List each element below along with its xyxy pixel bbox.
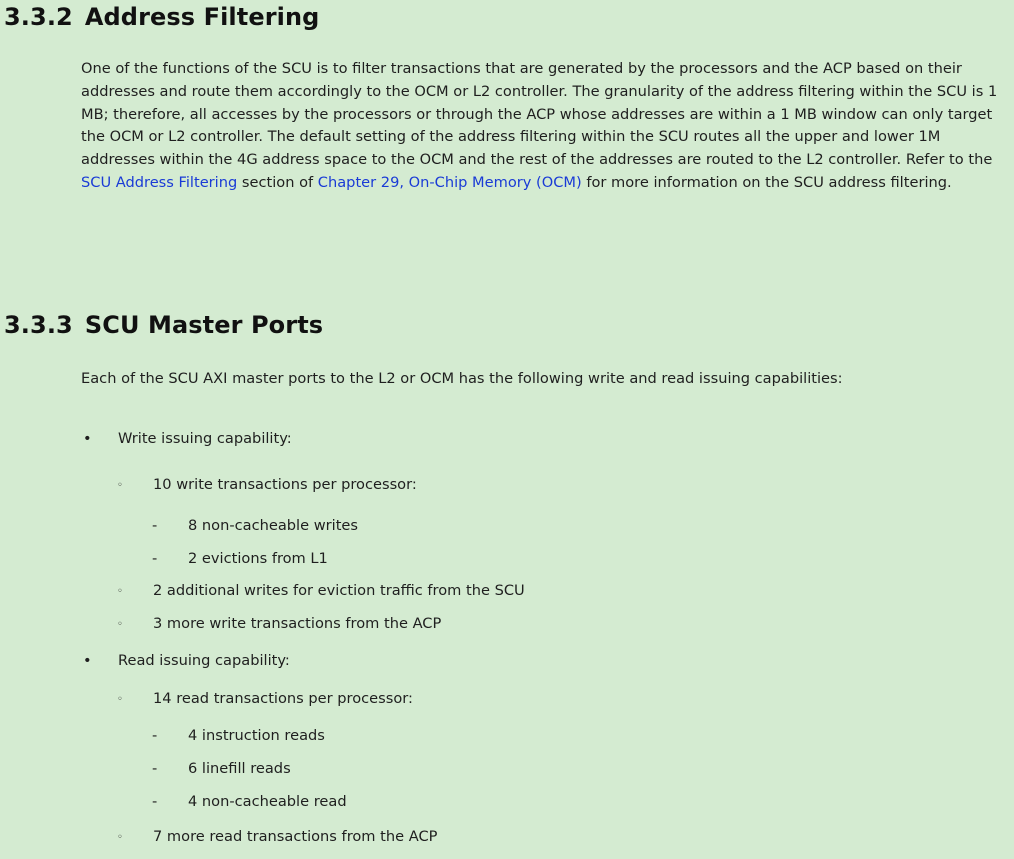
section-title: SCU Master Ports [84,311,324,339]
write-evictions: 2 evictions from L1 [188,550,328,567]
section-title: Address Filtering [84,3,320,31]
paragraph-text-2: section of [237,173,318,191]
bullet-marker: ◦ [117,586,123,597]
link-chapter-29-ocm[interactable]: Chapter 29, On-Chip Memory (OCM) [317,173,582,191]
read-instruction: 4 instruction reads [188,727,325,744]
bullet-marker: - [152,793,158,810]
bullet-marker: - [152,760,158,777]
section-number: 3.3.2 [4,3,73,31]
bullet-marker: ◦ [117,480,123,491]
write-non-cacheable: 8 non-cacheable writes [188,517,359,534]
bullet-marker: • [83,652,92,669]
bullet-marker: • [83,430,92,447]
read-per-processor: 14 read transactions per processor: [153,690,413,707]
read-issuing-label: Read issuing capability: [118,652,290,669]
paragraph-text-3: for more information on the SCU address filtering. [581,173,952,191]
section-number: 3.3.3 [4,311,73,339]
address-filtering-paragraph [81,58,1009,195]
bullet-marker: - [152,550,158,567]
paragraph-text-1: One of the functions of the SCU is to filter transactions that are generated by the processors and the ACP based on their addresses and route them accordingly to the OCM or L2 controller. The granularity of the address filtering within the SCU is 1 MB; therefore, all accesses by the processors or through the ACP whose addresses are within a 1 MB window can only target the OCM or L2 controller. The default setting of the address filtering within the SCU routes all the upper and lower 1M addresses within the 4G address space to the OCM and the rest of the addresses are routed to the L2 controller. Refer to the [81,60,998,169]
read-acp: 7 more read transactions from the ACP [153,828,438,845]
read-non-cacheable: 4 non-cacheable read [188,793,347,810]
bullet-marker: ◦ [117,694,123,705]
link-scu-address-filtering[interactable]: SCU Address Filtering [81,173,238,191]
bullet-marker: ◦ [117,832,123,843]
bullet-marker: - [152,517,158,534]
write-per-processor: 10 write transactions per processor: [153,476,417,493]
write-additional: 2 additional writes for eviction traffic from the SCU [153,582,525,599]
bullet-marker: - [152,727,158,744]
bullet-marker: ◦ [117,619,123,630]
read-linefill: 6 linefill reads [188,760,291,777]
section-heading-scu-master-ports [4,310,323,340]
write-issuing-label: Write issuing capability: [118,430,292,447]
section-heading-address-filtering [4,2,319,32]
scu-master-ports-intro: Each of the SCU AXI master ports to the L2 or OCM has the following write and read issuing capabilities: [81,370,843,387]
write-acp: 3 more write transactions from the ACP [153,615,442,632]
